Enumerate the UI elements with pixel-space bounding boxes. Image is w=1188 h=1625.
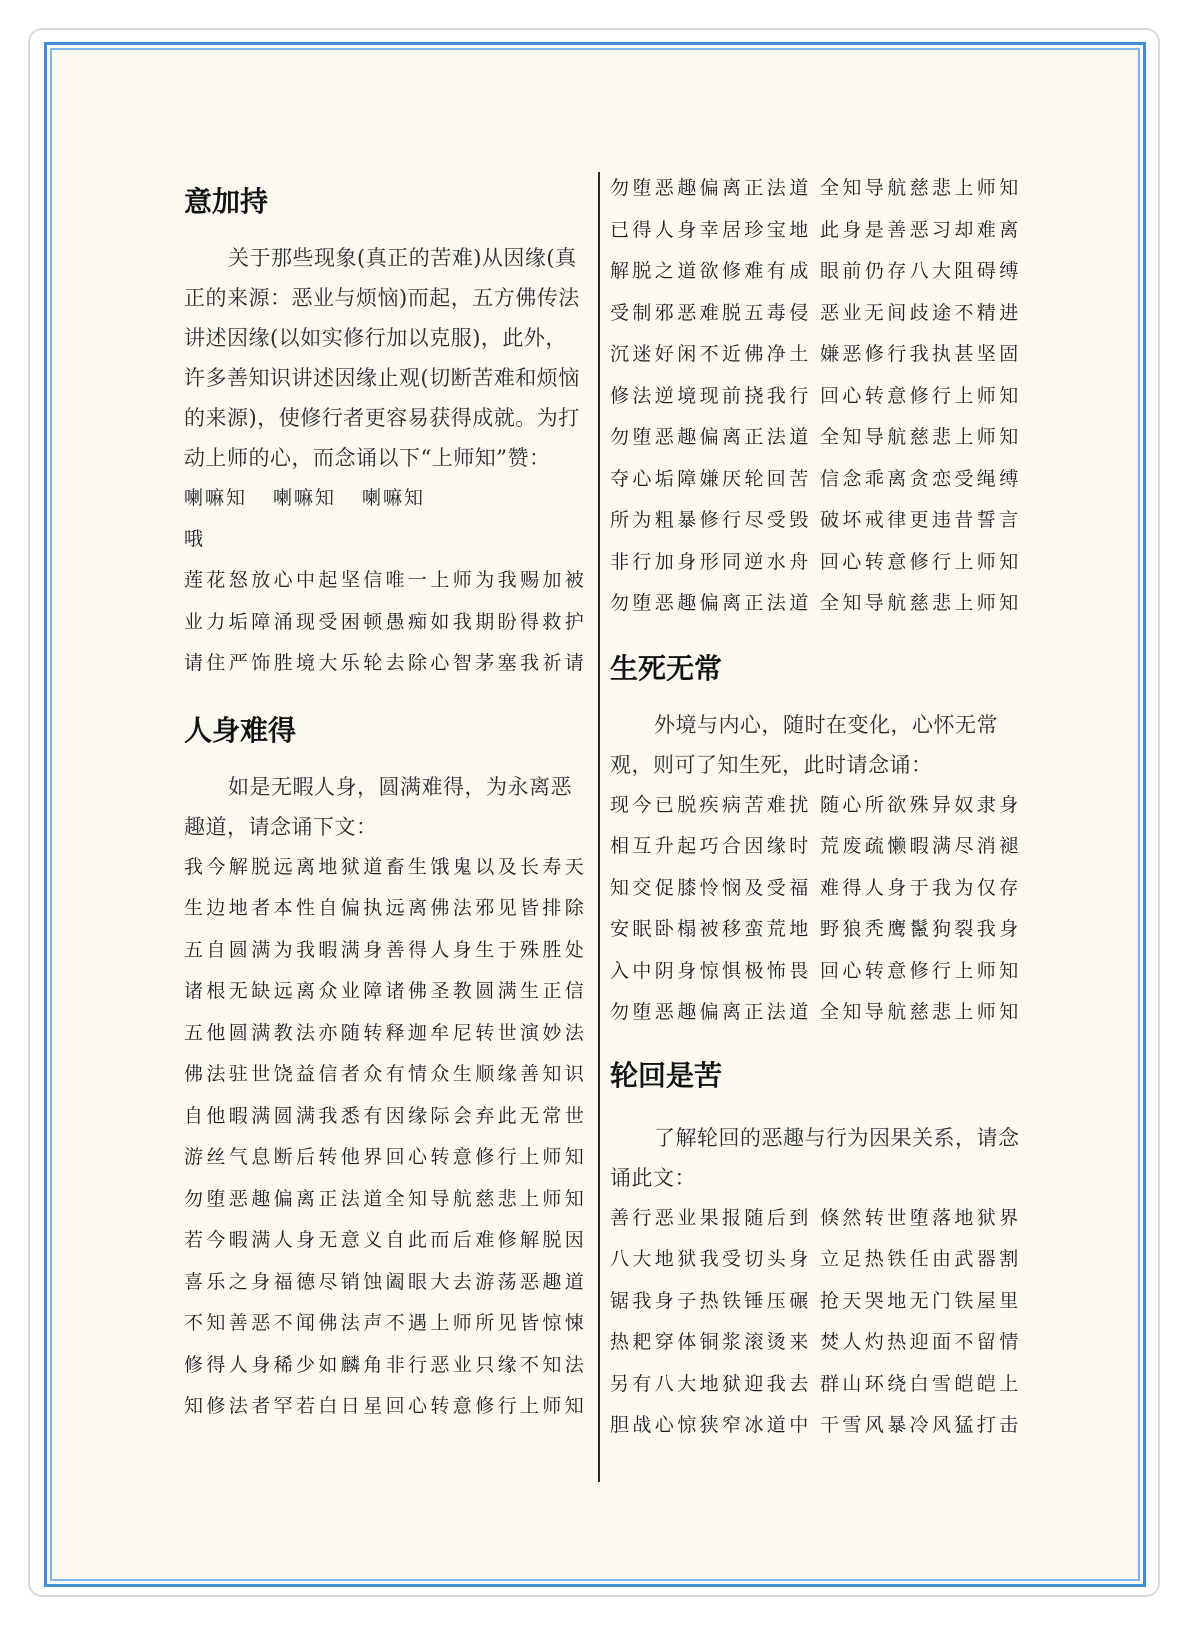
verse-line: 安眠卧榻被移蛮荒地 野狼秃鹰鬣狗裂我身 [610, 918, 1022, 940]
verse-line: 勿堕恶趣偏离正法道 全知导航慈悲上师知 [610, 177, 1022, 199]
verse-line: 热耙穿体铜浆滚烫来 焚人灼热迎面不留情 [610, 1331, 1022, 1353]
verse-line: 勿堕恶趣偏离正法道 全知导航慈悲上师知 [610, 592, 1022, 614]
invocation-line [184, 478, 584, 519]
verse-line: 非行加身形同逆水舟 回心转意修行上师知 [610, 550, 1022, 573]
verse-line: 不知善恶不闻佛法声 不遇上师所见皆惊悚 [184, 1312, 588, 1334]
invocation-word: 喇嘛知 [273, 487, 337, 509]
verse-line: 喜乐之身福德尽销蚀 阖眼大去游荡恶趣道 [184, 1270, 588, 1293]
verse-line: 我今解脱远离地狱道 畜生饿鬼以及长寿天 [184, 855, 588, 878]
verse-block-samsara-suffering [610, 1198, 1030, 1447]
verse-line: 五自圆满为我暇满身 善得人身生于殊胜处 [184, 938, 588, 961]
verse-line: 勿堕恶趣偏离正法道 全知导航慈悲上师知 [610, 426, 1022, 448]
verse-block-precious-human-body-continued [610, 168, 1030, 625]
verse-line: 诸根无缺远离众业障 诸佛圣教圆满生正信 [184, 980, 588, 1002]
verse-line: 善行恶业果报随后到 倏然转世堕落地狱界 [610, 1206, 1022, 1229]
invocation-word: 喇嘛知 [184, 487, 248, 509]
verse-line: 若今暇满人身无意义 自此而后难修解脱因 [184, 1229, 588, 1251]
verse-line: 入中阴身惊惧极怖畏 回心转意修行上师知 [610, 959, 1022, 982]
verse-line: 勿堕恶趣偏离正法道 全知导航慈悲上师知 [184, 1187, 588, 1210]
section-intro-blessing: 关于那些现象(真正的苦难)从因缘(真正的来源：恶业与烦恼)而起，五方佛传法讲述因缘(以如实修行加以克服)，此外，许多善知识讲述因缘止观(切断苦难和烦恼的来源)，使修行者更容易获得成就。为打动上师的心，而念诵以下“上师知”赞： [184, 246, 580, 470]
verse-line: 受制邪恶难脱五毒侵 恶业无间歧途不精进 [610, 301, 1022, 324]
invocation-oh: 哦 [184, 528, 206, 550]
invocation-word: 喇嘛知 [362, 487, 426, 509]
verse-line: 佛法驻世饶益信者众 有情众生顺缘善知识 [184, 1063, 588, 1085]
verse-line: 游丝气息断后转他界 回心转意修行上师知 [184, 1146, 588, 1168]
verse-line: 另有八大地狱迎我去 群山环绕白雪皑皑上 [610, 1372, 1022, 1395]
verse-line: 胆战心惊狭窄冰道中 干雪风暴冷风猛打击 [610, 1414, 1022, 1436]
verse-line: 夺心垢障嫌厌轮回苦 信念乖离贪恋受绳缚 [610, 467, 1022, 490]
section-intro-impermanence: 外境与内心，随时在变化，心怀无常观，则可了知生死，此时请念诵： [610, 712, 998, 777]
verse-line: 已得人身幸居珍宝地 此身是善恶习却难离 [610, 218, 1022, 241]
verse-line: 所为粗暴修行尽受毁 破坏戒律更违昔誓言 [610, 509, 1022, 531]
verse-line: 知修法者罕若白日星 回心转意修行上师知 [184, 1395, 588, 1417]
verse-block-impermanence [610, 785, 1030, 1034]
section-title-samsara-suffering: 轮回是苦 [610, 1058, 723, 1092]
left-column [184, 168, 588, 1428]
verse-line: 现今已脱疾病苦难扰 随心所欲殊异奴隶身 [610, 793, 1022, 816]
section-title-impermanence: 生死无常 [610, 651, 723, 685]
section-intro-precious-human-body: 如是无暇人身，圆满难得，为永离恶趣道，请念诵下文： [184, 774, 572, 839]
verse-line: 锯我身子热铁锤压碾 抢天哭地无门铁屋里 [610, 1289, 1022, 1312]
verse-line: 勿堕恶趣偏离正法道 全知导航慈悲上师知 [610, 1001, 1022, 1023]
verse-line: 相互升起巧合因缘时 荒废疏懒暇满尽消褪 [610, 835, 1022, 857]
verse-block-blessing [184, 560, 588, 685]
verse-line: 五他圆满教法亦随转 释迦牟尼转世演妙法 [184, 1021, 588, 1044]
verse-block-precious-human-body [184, 847, 588, 1428]
section-title-precious-human-body: 人身难得 [184, 713, 297, 747]
verse-line: 业力垢障涌现受困顿 愚痴如我期盼得救护 [184, 610, 588, 633]
verse-line: 解脱之道欲修难有成 眼前仍存八大阻碍缚 [610, 260, 1022, 282]
right-column [610, 168, 1030, 1447]
verse-line: 修法逆境现前挠我行 回心转意修行上师知 [610, 384, 1022, 407]
verse-line: 莲花怒放心中起坚信 唯一上师为我赐加被 [184, 569, 588, 591]
verse-line: 自他暇满圆满我悉有 因缘际会弃此无常世 [184, 1104, 588, 1127]
verse-line: 沉迷好闲不近佛净土 嫌恶修行我执甚坚固 [610, 343, 1022, 365]
section-intro-samsara-suffering: 了解轮回的恶趣与行为因果关系，请念诵此文： [610, 1125, 1020, 1190]
verse-line: 知交促膝怜悯及受福 难得人身于我为仅存 [610, 876, 1022, 899]
verse-line: 修得人身稀少如麟角 非行恶业只缘不知法 [184, 1353, 588, 1376]
column-divider [598, 172, 600, 1482]
section-title-blessing: 意加持 [184, 185, 269, 218]
verse-line: 八大地狱我受切头身 立足热铁任由武器割 [610, 1248, 1022, 1270]
verse-line: 生边地者本性自偏执 远离佛法邪见皆排除 [184, 897, 588, 919]
verse-line: 请住严饰胜境大乐轮 去除心智茅塞我祈请 [184, 652, 588, 674]
